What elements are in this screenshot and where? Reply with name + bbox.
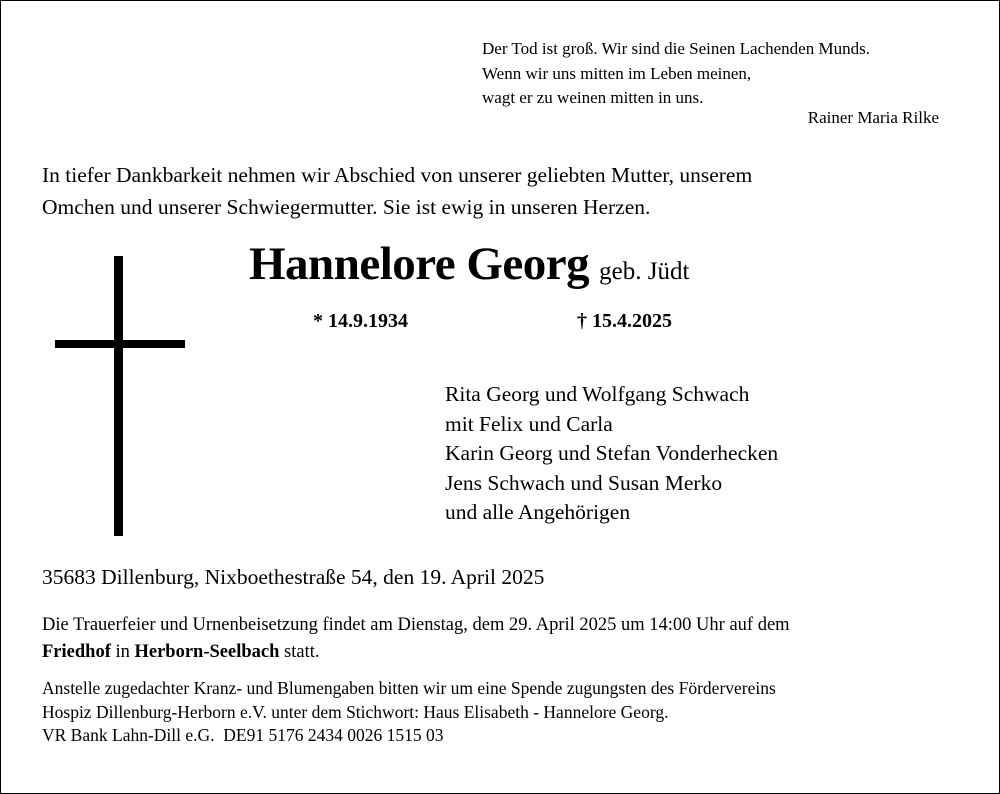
service-suffix: statt. bbox=[279, 642, 320, 662]
quote-author: Rainer Maria Rilke bbox=[807, 108, 939, 127]
mourner-line: Karin Georg und Stefan Vonderhecken bbox=[445, 441, 779, 465]
service-place: Friedhof bbox=[42, 642, 111, 662]
bank-details: VR Bank Lahn-Dill e.G. DE91 5176 2434 0026 1515 03 bbox=[42, 725, 444, 745]
quote-line: Der Tod ist groß. Wir sind die Seinen Lachenden Munds. bbox=[482, 39, 870, 58]
donation-request bbox=[42, 677, 776, 748]
mourner-line: und alle Angehörigen bbox=[445, 500, 631, 524]
quote-line: wagt er zu weinen mitten in uns. bbox=[482, 88, 704, 107]
funeral-service-info bbox=[42, 612, 790, 666]
donation-line: Hospiz Dillenburg-Herborn e.V. unter dem Stichwort: Haus Elisabeth - Hannelore Georg. bbox=[42, 701, 669, 722]
birth-date: * 14.9.1934 bbox=[313, 310, 408, 332]
quote-line: Wenn wir uns mitten im Leben meinen, bbox=[482, 63, 752, 83]
mourner-line: mit Felix und Carla bbox=[445, 411, 613, 436]
donation-line: Anstelle zugedachter Kranz- und Blumengaben bitten wir um eine Spende zugungsten des Fördervereins bbox=[42, 678, 776, 698]
mourner-line: Jens Schwach und Susan Merko bbox=[445, 470, 723, 495]
address-date-line: 35683 Dillenburg, Nixboethestraße 54, den 19. April 2025 bbox=[42, 565, 545, 589]
death-date: † 15.4.2025 bbox=[577, 310, 672, 332]
intro-line: Omchen und unserer Schwiegermutter. Sie ist ewig in unseren Herzen. bbox=[42, 195, 651, 219]
intro-line: In tiefer Dankbarkeit nehmen wir Abschied von unserer geliebten Mutter, unserem bbox=[42, 163, 753, 187]
mourners-list bbox=[445, 380, 778, 528]
deceased-name-row bbox=[249, 237, 689, 291]
service-location-line bbox=[42, 639, 790, 666]
mourner-line: Rita Georg und Wolfgang Schwach bbox=[445, 382, 750, 406]
service-connector: in bbox=[110, 642, 135, 662]
service-location: Herborn-Seelbach bbox=[134, 642, 280, 662]
intro-text bbox=[42, 159, 752, 223]
deceased-name: Hannelore Georg bbox=[249, 238, 590, 290]
maiden-name: geb. Jüdt bbox=[599, 258, 690, 285]
rilke-quote bbox=[482, 37, 870, 111]
service-line: Die Trauerfeier und Urnenbeisetzung findet am Dienstag, dem 29. April 2025 um 14:00 Uhr auf dem bbox=[42, 615, 790, 635]
cross-icon bbox=[55, 256, 185, 536]
